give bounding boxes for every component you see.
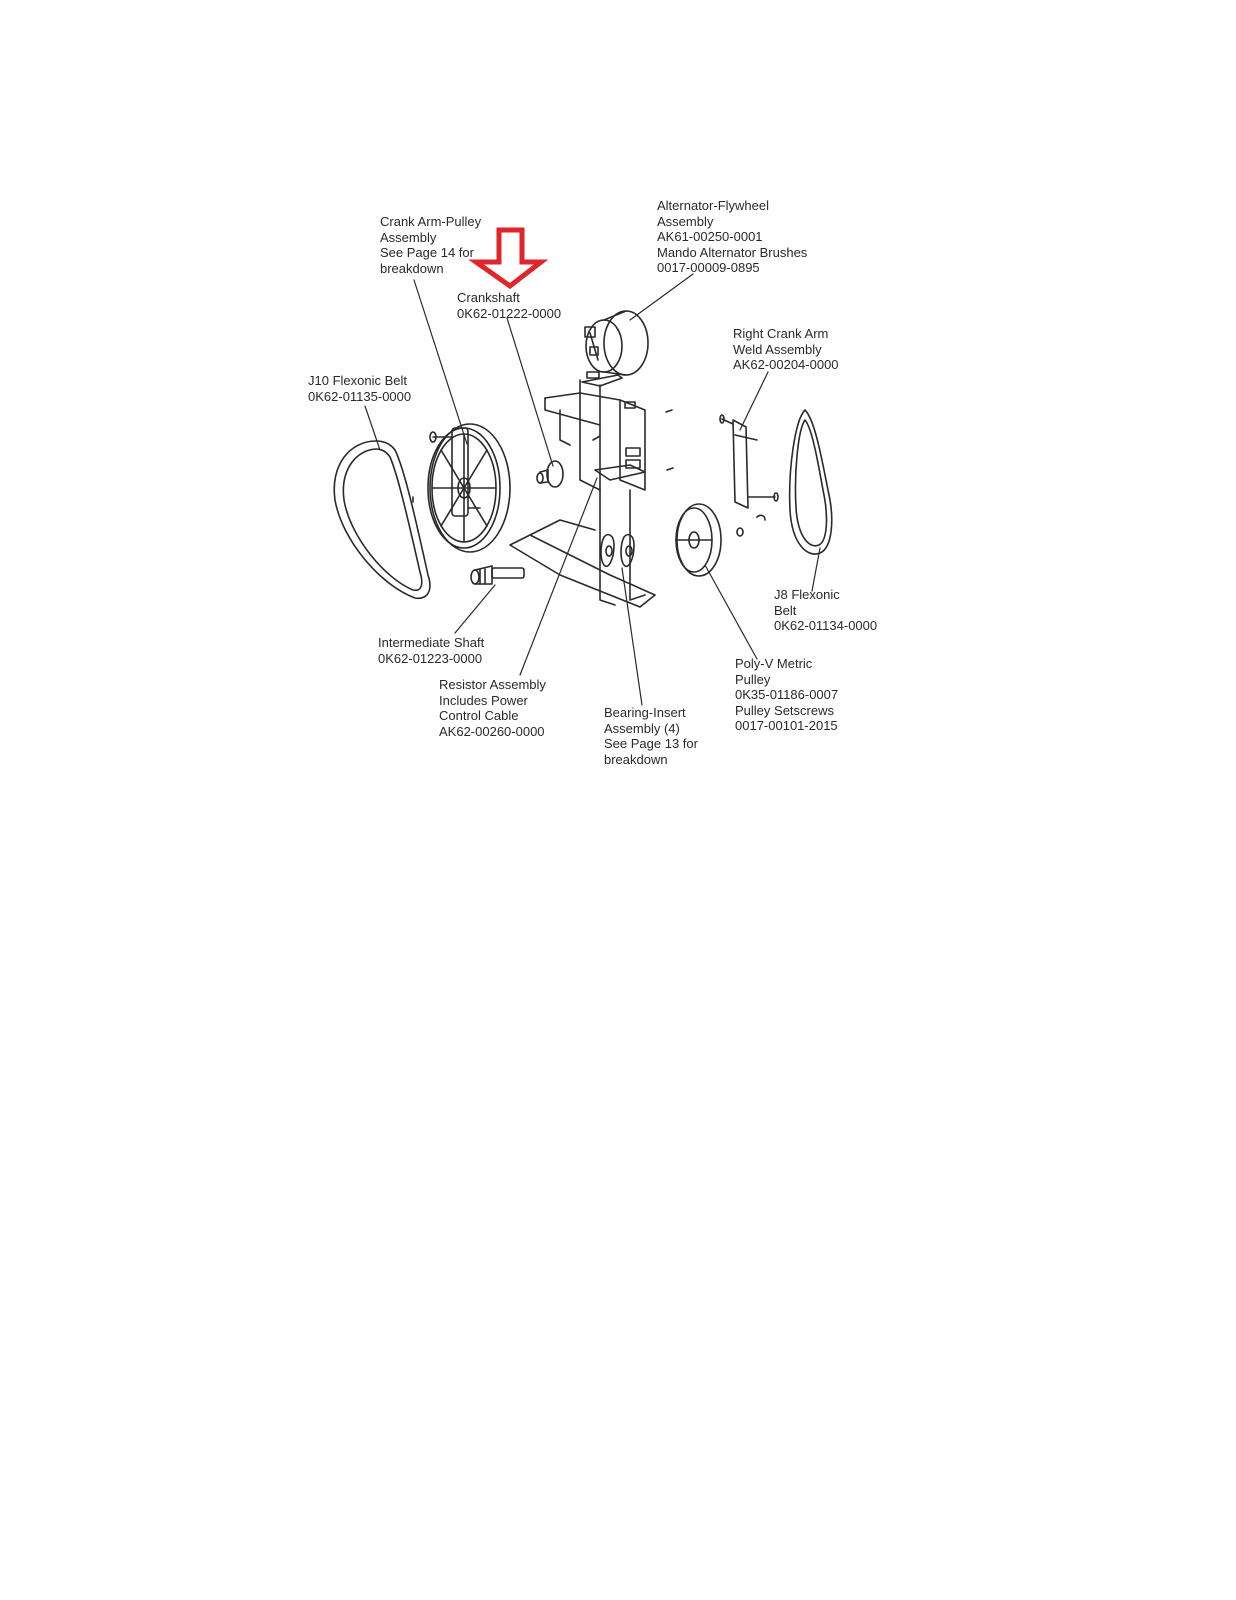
- callout-line: Includes Power: [439, 692, 528, 708]
- callout-line: breakdown: [380, 260, 444, 276]
- alternator-shape: [585, 311, 648, 375]
- callout-crankshaft: [457, 290, 561, 321]
- callout-line: Control Cable: [439, 708, 519, 724]
- callout-line: See Page 13 for: [604, 736, 698, 752]
- callout-line: Crankshaft: [457, 290, 520, 305]
- callout-resistor-assembly: [439, 677, 546, 739]
- callout-intermediate-shaft: [378, 635, 484, 666]
- j10-belt-shape: [334, 441, 430, 598]
- callout-line: Pulley Setscrews: [735, 702, 834, 718]
- callout-line: 0017-00101-2015: [735, 718, 838, 734]
- callout-j10-belt: [308, 373, 411, 404]
- callout-line: 0K35-01186-0007: [735, 687, 839, 703]
- poly-v-pulley-shape: [676, 504, 721, 576]
- callout-line: Assembly (4): [604, 720, 680, 736]
- callout-line: 0K62-01223-0000: [378, 650, 483, 666]
- callout-bearing-insert: [604, 705, 698, 767]
- callout-line: 0K62-01134-0000: [774, 618, 878, 634]
- callout-line: Bearing-Insert: [604, 705, 686, 720]
- callout-alternator-flywheel: [657, 198, 807, 276]
- callout-line: Poly-V Metric: [735, 656, 813, 671]
- callout-line: Mando Alternator Brushes: [657, 244, 808, 260]
- callout-poly-v-pulley: [735, 656, 838, 734]
- callout-line: Crank Arm-Pulley: [380, 214, 482, 229]
- callout-line: J10 Flexonic Belt: [308, 373, 407, 388]
- callout-line: Intermediate Shaft: [378, 635, 485, 650]
- callout-line: Right Crank Arm: [733, 326, 829, 341]
- callout-line: AK62-00260-0000: [439, 723, 545, 739]
- callout-line: Resistor Assembly: [439, 677, 546, 692]
- callout-line: Assembly: [380, 229, 437, 245]
- callout-j8-belt: [774, 587, 877, 634]
- callout-line: Pulley: [735, 671, 771, 687]
- callout-right-crank-arm: [733, 326, 839, 373]
- callout-line: Alternator-Flywheel: [657, 198, 769, 213]
- callout-crank-arm-pulley: [380, 214, 481, 276]
- intermediate-shaft-shape: [471, 566, 524, 584]
- callout-line: Belt: [774, 602, 797, 618]
- callout-line: 0K62-01135-0000: [308, 388, 412, 404]
- callout-line: AK61-00250-0001: [657, 229, 763, 245]
- down-arrow-icon: [476, 230, 541, 286]
- callout-line: Weld Assembly: [733, 341, 822, 357]
- callout-line: AK62-00204-0000: [733, 357, 839, 373]
- right-crank-arm-shape: [720, 415, 778, 536]
- callout-line: See Page 14 for: [380, 245, 474, 261]
- callout-line: J8 Flexonic: [774, 587, 840, 602]
- callout-line: Assembly: [657, 213, 714, 229]
- crank-pulley-shape: [413, 424, 510, 552]
- j8-belt-shape: [790, 410, 832, 554]
- callout-line: 0017-00009-0895: [657, 260, 760, 276]
- callout-line: breakdown: [604, 751, 668, 767]
- callout-line: 0K62-01222-0000: [457, 305, 562, 321]
